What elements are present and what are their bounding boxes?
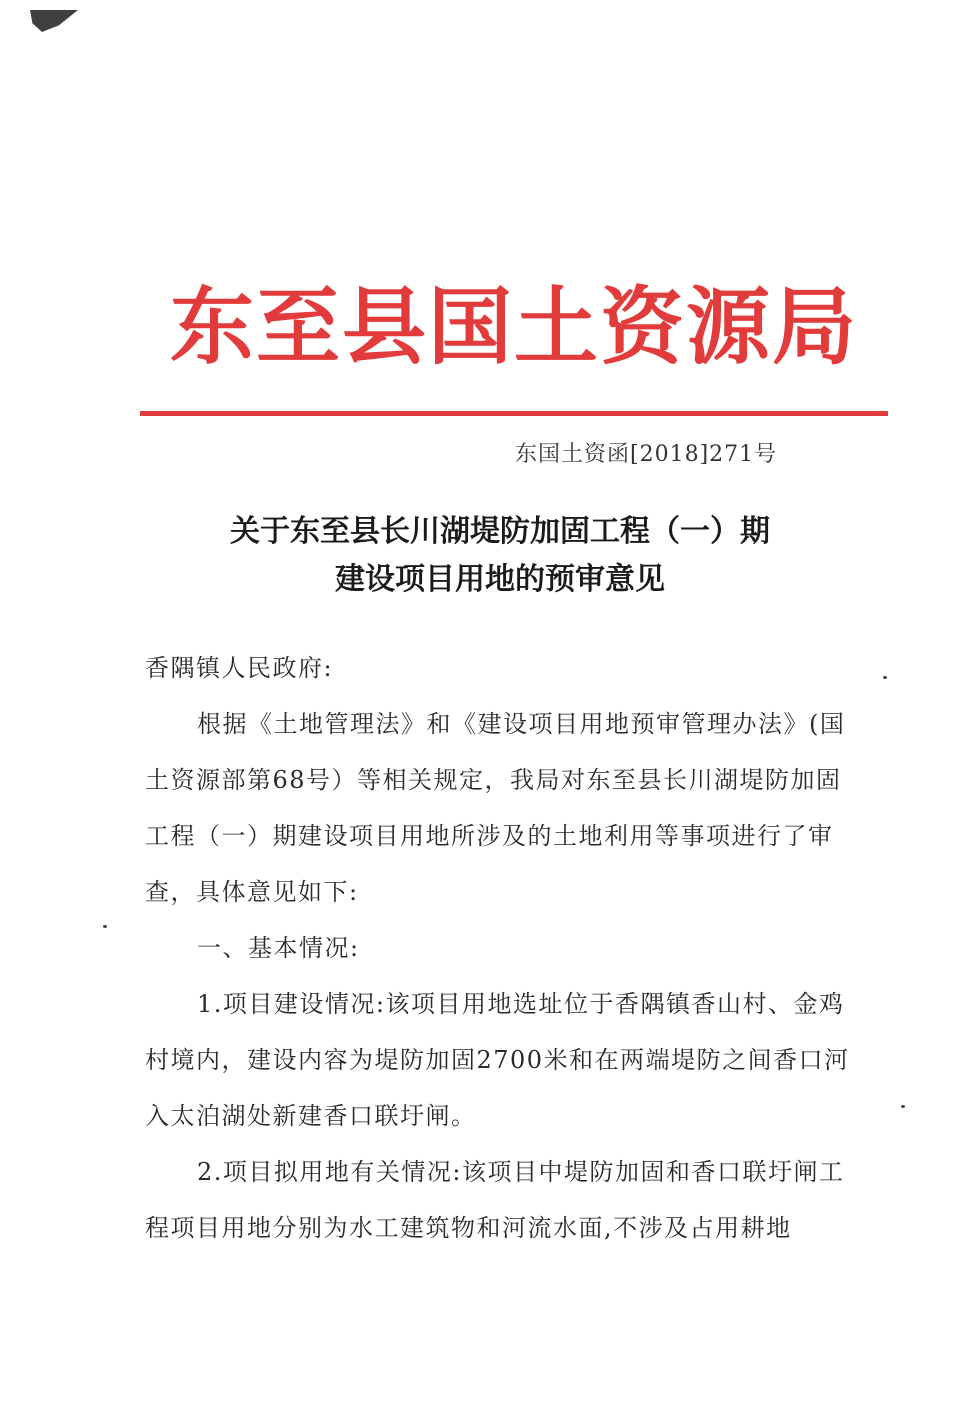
scan-speck [103, 925, 107, 928]
document-body [145, 640, 865, 1256]
paragraph-basis: 根据《土地管理法》和《建设项目用地预审管理办法》(国土资源部第68号）等相关规定，我局对东至县长川湖堤防加固工程（一）期建设项目用地所涉及的土地利用等事项进行了审查，具体意见如下: [145, 710, 846, 906]
document-title-line2: 建设项目用地的预审意见 [335, 562, 665, 597]
addressee: 香隅镇人民政府: [145, 654, 334, 682]
document-title-line1: 关于东至县长川湖堤防加固工程（一）期 [230, 514, 770, 549]
item-land-use: 2.项目拟用地有关情况:该项目中堤防加固和香口联圩闸工程项目用地分别为水工建筑物和河流水面,不涉及占用耕地 [145, 1158, 845, 1242]
item-project-construction: 1.项目建设情况:该项目用地选址位于香隅镇香山村、金鸡村境内，建设内容为堤防加固2700米和在两端堤防之间香口河入太泊湖处新建香口联圩闸。 [145, 990, 850, 1130]
scan-speck [901, 1105, 905, 1108]
scan-artifact [30, 10, 78, 32]
document-title [140, 508, 860, 604]
scan-speck [883, 676, 887, 679]
letterhead-red-rule [140, 411, 888, 416]
section-heading-basic-info: 一、基本情况: [197, 934, 360, 962]
document-number: 东国土资函[2018]271号 [515, 442, 778, 467]
letterhead-agency-name: 东至县国土资源局 [170, 277, 859, 376]
